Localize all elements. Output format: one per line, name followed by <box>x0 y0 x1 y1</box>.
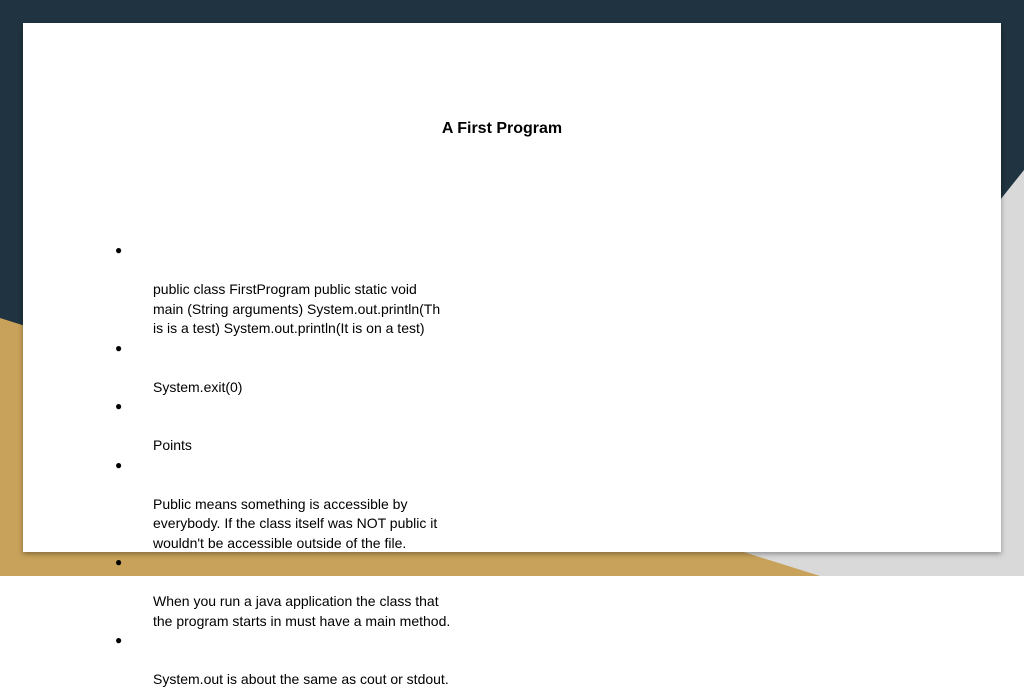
list-item <box>115 339 535 398</box>
list-item <box>115 553 535 631</box>
bullet-icon: ● <box>115 399 123 413</box>
bullet-text: Public means something is accessible by everybody. If the class itself was NOT public it wouldn't be accessible outside of the file. <box>153 495 438 551</box>
bullet-icon: ● <box>115 243 123 257</box>
bullet-list <box>115 241 535 690</box>
list-item <box>115 631 535 690</box>
slide-canvas <box>23 23 1001 687</box>
list-item <box>115 456 535 554</box>
bullet-icon: ● <box>115 633 123 647</box>
bullet-icon: ● <box>115 555 123 569</box>
bullet-text: System.out is about the same as cout or stdout. <box>153 671 449 687</box>
bullet-text: System.exit(0) <box>153 378 243 395</box>
bullet-text: public class FirstProgram public static void main (String arguments) System.out.println(Th is is a test) System.out.println(It is on a test) <box>153 281 441 336</box>
slide-title: A First Program <box>441 120 563 137</box>
bullet-text: When you run a java application the class that the program starts in must have a main method. <box>153 593 451 629</box>
bullet-text: Points <box>153 437 192 453</box>
list-item <box>115 241 535 339</box>
bullet-icon: ● <box>115 340 123 355</box>
bullet-icon: ● <box>115 457 123 472</box>
list-item <box>115 397 535 456</box>
